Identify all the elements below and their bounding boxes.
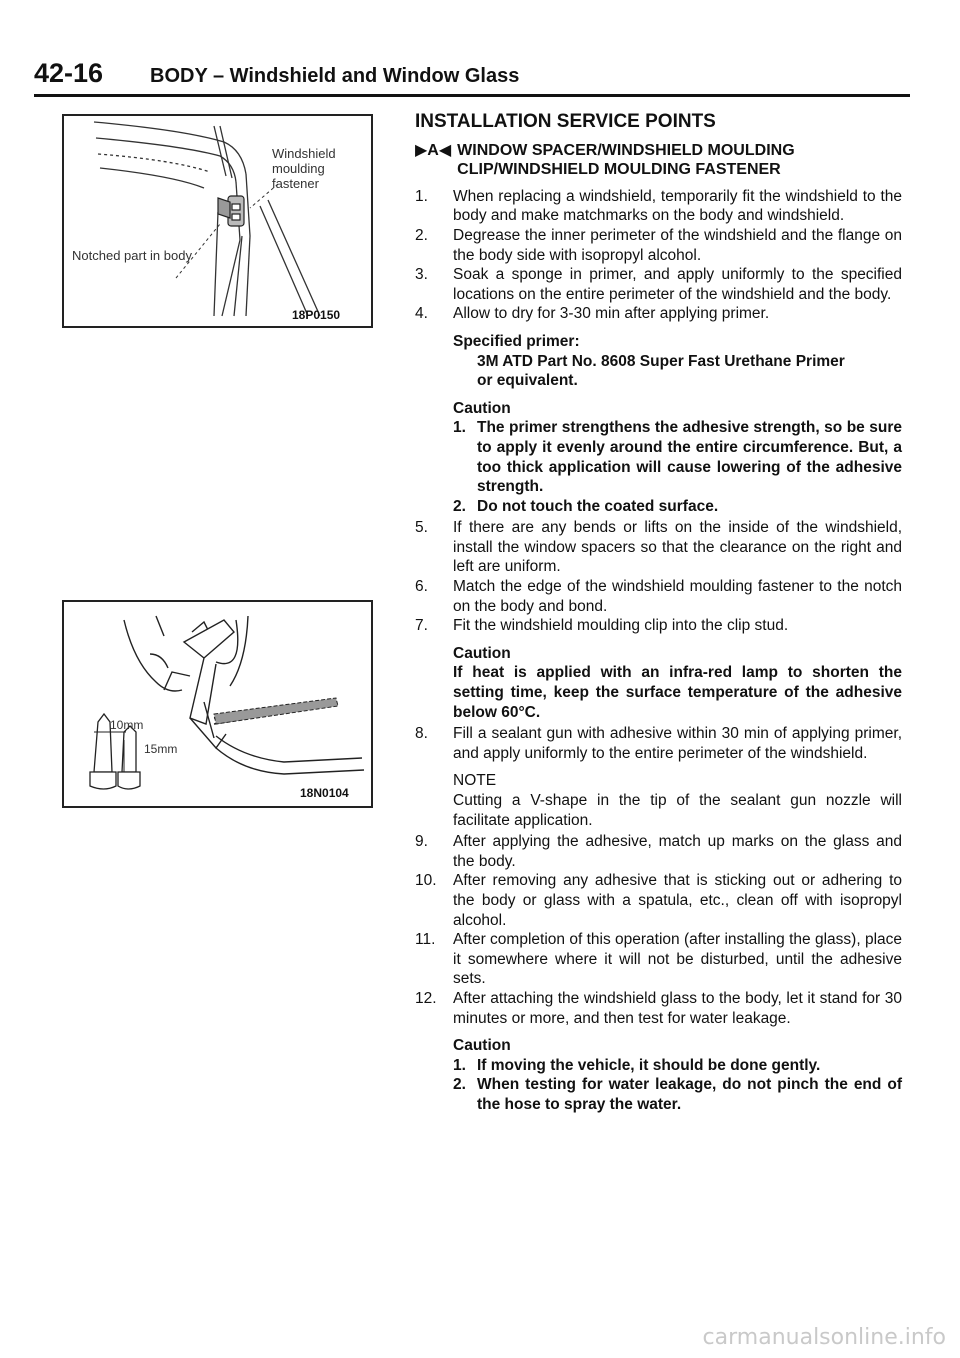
figure-code: 18P0150 — [292, 308, 341, 322]
step-2: 2. Degrease the inner perimeter of the windshield and the flange on the body side with isopropyl alcohol. — [415, 226, 902, 264]
figure-sealant-gun — [62, 600, 373, 808]
service-point-heading — [415, 141, 902, 180]
sealant-gun-illustration — [64, 602, 371, 806]
service-point-title: WINDOW SPACER/WINDSHIELD MOULDING CLIP/WINDSHIELD MOULDING FASTENER — [457, 141, 795, 179]
step-8: 8. Fill a sealant gun with adhesive within 30 min of applying primer, and apply uniformly to the entire perimeter of the windshield. — [415, 725, 902, 762]
step-3: 3. Soak a sponge in primer, and apply uniformly to the specified locations on the entire perimeter of the windshield and the body. — [415, 266, 902, 303]
step-1: 1. When replacing a windshield, temporarily fit the windshield to the body and make matchmarks on the body and windshield. — [415, 187, 902, 225]
step-10: 10. After removing any adhesive that is sticking out or adhering to the body or glass with a spatula, etc., clean off with isopropyl alcohol. — [415, 872, 902, 929]
figure-code: 18N0104 — [300, 786, 349, 800]
page-header — [34, 58, 910, 97]
figure-moulding-fastener — [62, 114, 373, 328]
specified-primer: Specified primer: 3M ATD Part No. 8608 Super Fast Urethane Primer or equivalent. — [453, 332, 845, 390]
service-point-marker: ▶A◀ — [415, 141, 452, 159]
label-15mm: 15mm — [144, 742, 178, 756]
main-heading: INSTALLATION SERVICE POINTS — [415, 111, 716, 132]
step-5: 5. If there are any bends or lifts on the inside of the windshield, install the window spacers so that the clearance on the right and left are uniform. — [415, 519, 902, 576]
step-6: 6. Match the edge of the windshield moulding fastener to the notch on the body and bond. — [415, 578, 902, 615]
label-10mm: 10mm — [110, 718, 144, 732]
caution-primer: Caution 1. The primer strengthens the adhesive strength, so be sure to apply it evenly around the entire circumference. But, a too thick application will cause lowering of the adhesive strength. 2. Do not touch the coated surface. — [453, 399, 902, 515]
page-number: 42-16 — [34, 58, 104, 88]
step-11: 11. After completion of this operation (after installing the glass), place it somewhere where it will not be disturbed, until the adhesive sets. — [415, 931, 902, 988]
caution-testing: Caution 1. If moving the vehicle, it should be done gently. 2. When testing for water leakage, do not pinch the end of the hose to spray the water. — [453, 1037, 902, 1113]
step-7: 7. Fit the windshield moulding clip into the clip stud. — [415, 617, 789, 635]
step-9: 9. After applying the adhesive, match up marks on the glass and the body. — [415, 833, 902, 870]
instruction-text — [415, 112, 902, 1123]
watermark: carmanualsonline.info — [702, 1325, 946, 1350]
step-12: 12. After attaching the windshield glass to the body, let it stand for 30 minutes or more, and then test for water leakage. — [415, 989, 902, 1027]
label-notched-part: Notched part in body — [72, 248, 192, 263]
label-windshield-moulding-fastener: Windshield moulding fastener — [272, 146, 336, 191]
caution-heat: Caution If heat is applied with an infra-red lamp to shorten the setting time, keep the surface temperature of the adhesive below 60°C. — [453, 644, 902, 721]
step-4: 4. Allow to dry for 3-30 min after applying primer. — [415, 305, 770, 323]
section-title: BODY – Windshield and Window Glass — [150, 65, 520, 87]
note: NOTE Cutting a V-shape in the tip of the sealant gun nozzle will facilitate application. — [453, 772, 902, 829]
